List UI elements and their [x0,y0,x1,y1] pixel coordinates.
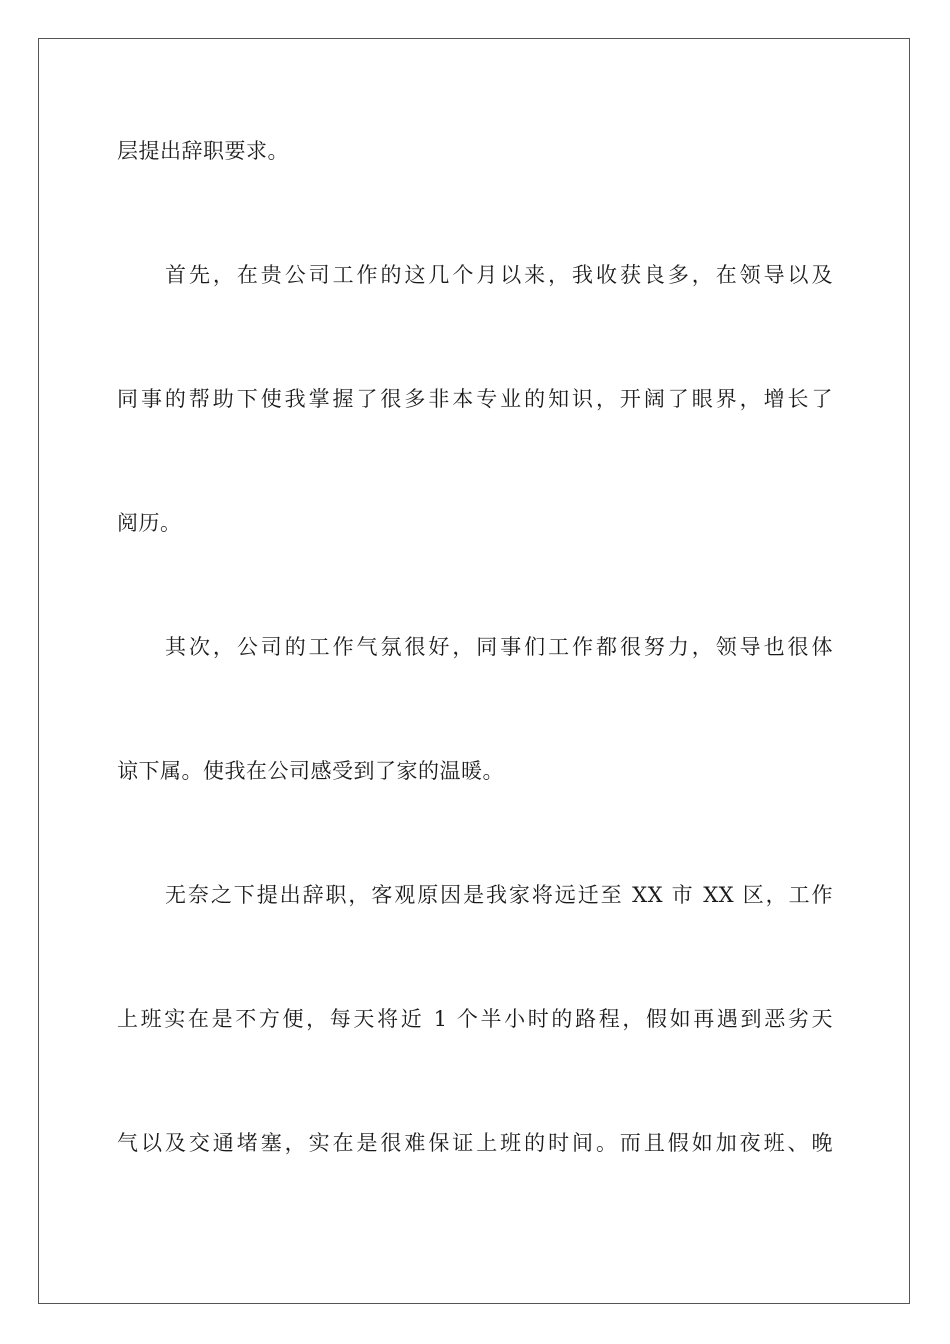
page-border [38,38,910,1304]
text-line-3: 同事的帮助下使我掌握了很多非本专业的知识，开阔了眼界，增长了 [117,387,833,411]
text-line-2: 首先，在贵公司工作的这几个月以来，我收获良多，在领导以及 [165,263,833,287]
text-line-5: 其次，公司的工作气氛很好，同事们工作都很努力，领导也很体 [165,635,833,659]
text-line-1: 层提出辞职要求。 [117,139,289,163]
text-line-8: 上班实在是不方便，每天将近 1 个半小时的路程，假如再遇到恶劣天 [117,1007,833,1031]
text-line-9: 气以及交通堵塞，实在是很难保证上班的时间。而且假如加夜班、晚 [117,1131,833,1155]
text-line-6: 谅下属。使我在公司感受到了家的温暖。 [117,759,504,783]
text-line-4: 阅历。 [117,511,182,535]
text-line-7: 无奈之下提出辞职，客观原因是我家将远迁至 XX 市 XX 区，工作 [165,883,833,907]
